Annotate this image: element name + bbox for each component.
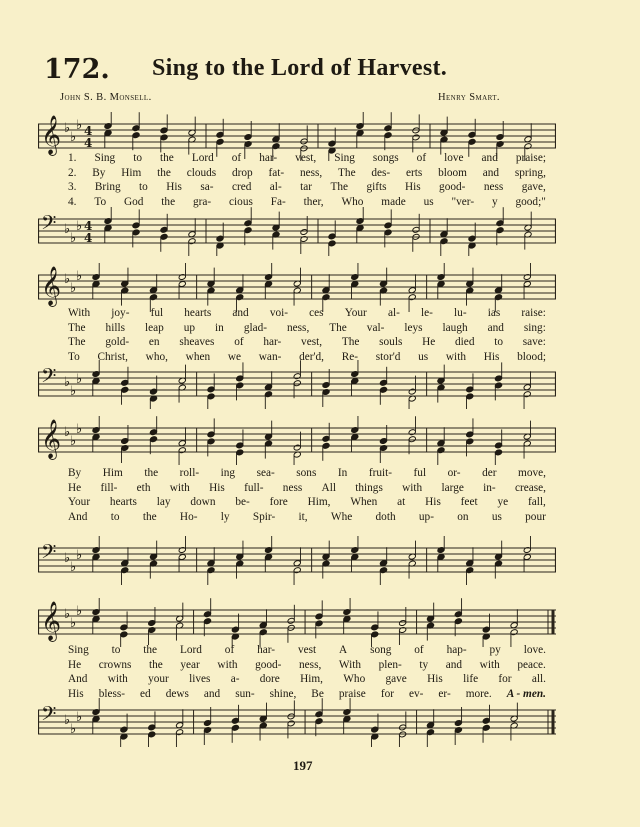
lyric-syllable: The [68,321,86,334]
lyric-syllable: fill- [100,481,118,494]
treble-clef-icon: 𝄞 [41,266,62,306]
lyric-syllable: ly [220,510,230,523]
lyric-syllable: val- [366,321,385,334]
system-3-treble-staff [38,416,556,466]
lyric-syllable: dews [165,687,189,700]
lyric-syllable: har- [257,644,276,656]
lyric-syllable: crease, [514,481,546,494]
lyric-syllable: song [370,644,392,656]
lyric-syllable: save: [522,336,546,348]
lyric-syllable: gold- [105,336,130,348]
lyric-syllable: er- [438,687,451,700]
lyric-syllable: the [144,467,159,479]
lyric-syllable: roll- [179,467,200,479]
lyric-syllable: And [68,673,88,685]
lyric-syllable: al- [387,307,400,319]
system-4-lyrics [68,643,546,701]
lyric-syllable: us [423,195,434,208]
lyric-line [68,306,546,321]
lyric-syllable: en [148,336,160,348]
lyric-syllable: vest, [295,152,317,164]
lyric-syllable: who, [145,350,168,363]
lyric-syllable: when [185,350,211,363]
lyric-syllable: joy- [111,307,130,319]
lyric-syllable: with [107,673,128,685]
lyric-syllable: y [491,195,498,208]
lyric-line [68,643,546,658]
system-3-bass-staff [38,536,556,586]
lyric-syllable: ias [487,307,501,319]
lyric-line [68,166,546,181]
lyric-syllable: for [498,673,512,685]
flat-icon: ♭ [76,604,83,619]
lyric-syllable: be- [235,496,250,508]
flat-icon: ♭ [64,551,71,566]
lyric-syllable: hap- [446,644,467,656]
lyric-syllable: dore [259,673,280,685]
lyric-syllable: His [404,181,421,193]
lyric-syllable: and [482,166,500,179]
lyric-syllable: And [68,510,88,523]
flat-icon: ♭ [76,372,83,387]
lyric-syllable: feet [460,496,478,508]
lyric-syllable: on [457,510,469,523]
lyric-syllable: Him [102,467,123,479]
lyric-syllable: He [68,481,82,494]
lyric-syllable: Sing [94,152,116,164]
lyric-syllable: it, [298,510,308,523]
lyric-syllable: His [427,673,443,685]
lyric-syllable: and [232,307,249,319]
lyric-syllable: laugh [442,321,468,334]
system-4-treble-staff [38,598,556,648]
lyric-syllable: When [350,496,378,508]
lyric-syllable: with [445,350,466,363]
lyric-syllable: Your [68,496,91,508]
lyric-syllable: gifts [366,181,387,193]
flat-icon: ♭ [64,272,71,287]
lyric-syllable: Whe [330,510,353,523]
flat-icon: ♭ [76,710,83,725]
lyric-line [68,335,546,350]
lyric-syllable: full- [244,481,264,494]
lyric-syllable: a- [230,673,240,685]
lyric-syllable: ful [413,467,427,479]
lyric-syllable: In [337,467,348,479]
lyric-syllable: der [482,467,497,479]
lyric-syllable: ther, [303,195,324,208]
lyric-syllable: in- [483,481,496,494]
lyric-syllable: fore [269,496,288,508]
lyric-syllable: stor'd [375,350,401,363]
lyric-line [68,321,546,336]
time-signature-top: 4 [84,219,93,233]
lyric-syllable: for [380,687,394,700]
author-credit: John S. B. Monsell. [60,92,152,103]
amen-text: A - men. [506,687,546,700]
lyric-syllable: Sing [68,644,89,656]
lyric-syllable: ful [150,307,164,319]
lyric-syllable: of [416,152,427,164]
lyric-syllable: voi- [269,307,289,319]
flat-icon: ♭ [70,560,77,575]
lyric-syllable: leap [144,321,164,334]
lyric-syllable: To [68,350,80,363]
lyric-syllable: ness, [299,166,323,179]
lyric-syllable: lives [189,673,211,685]
lyric-syllable: ness, [287,321,310,334]
lyric-syllable: erts [405,166,423,179]
lyric-syllable: 2. [68,166,77,179]
lyric-syllable: cred [231,181,252,193]
lyric-syllable: of [224,644,235,656]
lyric-syllable: shine, [269,687,297,700]
system-2-bass-staff [38,360,556,410]
lyric-syllable: sea- [256,467,275,479]
lyric-syllable: we [227,350,242,363]
lyric-syllable: in [215,321,224,334]
lyric-syllable: "ver- [451,195,475,208]
lyric-syllable: to [139,181,148,193]
treble-clef-icon: 𝄞 [41,115,62,155]
system-2-lyrics [68,306,546,364]
lyric-syllable: Your [344,307,367,319]
lyric-syllable: us [418,350,429,363]
lyric-syllable: der'd, [299,350,325,363]
lyric-syllable: ness, [299,658,322,671]
lyric-syllable: sons [296,467,317,479]
lyric-syllable: crowns [98,658,132,671]
flat-icon: ♭ [70,231,77,246]
lyric-syllable: Ho- [179,510,198,523]
lyric-syllable: eth [136,481,151,494]
flat-icon: ♭ [76,422,83,437]
lyric-syllable: pour [525,510,546,523]
bass-clef-icon: 𝄢 [41,364,57,392]
lyric-syllable: The [341,336,360,348]
lyric-syllable: ty [419,658,429,671]
lyric-syllable: raise: [521,307,546,319]
lyric-syllable: gave [385,673,407,685]
lyric-syllable: By [92,166,106,179]
lyric-syllable: to [111,644,121,656]
lyric-syllable: and [481,152,498,164]
lyric-syllable: peace. [517,658,546,671]
lyric-syllable: bless- [98,687,126,700]
lyric-syllable: ing [220,467,236,479]
lyric-syllable: of [414,644,424,656]
bass-clef-icon: 𝄢 [41,540,57,568]
lyric-syllable: love. [523,644,546,656]
lyric-syllable: Be [311,687,324,700]
lyric-syllable: Spir- [252,510,276,523]
lyric-syllable: lay [156,496,171,508]
lyric-syllable: to [494,336,503,348]
lyric-syllable: the [142,510,157,523]
lyric-syllable: things [355,481,383,494]
time-signature-top: 4 [84,124,93,138]
lyric-syllable: wan- [258,350,282,363]
lyric-syllable: of [234,336,244,348]
lyric-syllable: God [123,195,144,208]
lyric-syllable: all. [531,673,546,685]
flat-icon: ♭ [70,722,77,737]
lyric-syllable: The [338,166,356,179]
lyric-syllable: He [422,336,436,348]
lyric-syllable: glad- [243,321,268,334]
system-1-lyrics [68,151,546,209]
lyric-syllable: Christ, [97,350,128,363]
lyric-syllable: vest, [301,336,323,348]
lyric-syllable: Who [343,673,366,685]
system-4-bass-staff [38,698,556,748]
lyric-syllable: ness [282,481,303,494]
page-number: 197 [293,758,313,773]
lyric-syllable: The [330,181,349,193]
lyric-syllable: hearts [184,307,212,319]
flat-icon: ♭ [64,222,71,237]
flat-icon: ♭ [70,281,77,296]
lyric-line [68,481,546,496]
lyric-syllable: praise; [515,152,546,164]
bass-clef-icon: 𝄢 [41,702,57,730]
lyric-syllable: Re- [341,350,359,363]
lyric-syllable: fall, [527,496,546,508]
lyric-line [68,151,546,166]
lyric-syllable: your [148,673,169,685]
lyric-syllable: with [402,481,423,494]
flat-icon: ♭ [64,121,71,136]
lyric-syllable: the [148,658,163,671]
lyric-syllable: us [491,510,502,523]
time-signature-bottom: 4 [84,136,93,150]
lyric-syllable: Sing [334,152,355,164]
lyric-syllable: doth [375,510,396,523]
lyric-syllable: with [169,481,190,494]
lyric-syllable: His [68,687,84,700]
time-signature-bottom: 4 [84,231,93,245]
lyric-syllable: of [231,152,242,164]
lyric-syllable: souls [379,336,403,348]
lyric-line [68,510,546,525]
flat-icon: ♭ [76,219,83,234]
lyric-syllable: All [321,481,336,494]
lyric-syllable: drop [231,166,253,179]
lyric-syllable: with [479,658,500,671]
lyric-syllable: sheaves [179,336,215,348]
lyric-syllable: the [157,166,171,179]
lyric-syllable: gave, [521,181,546,193]
lyric-syllable: large [441,481,464,494]
lyric-syllable: clouds [186,166,217,179]
flat-icon: ♭ [64,425,71,440]
lyric-syllable: Lord [179,644,202,656]
lyric-syllable: Who [341,195,364,208]
lyric-syllable: ness [483,181,504,193]
lyric-syllable: ces [309,307,324,319]
hymn-number: 172. [44,54,110,85]
lyric-syllable: 1. [68,152,77,164]
lyric-syllable: and [445,658,463,671]
lyric-line [68,672,546,687]
lyric-syllable: His [166,181,182,193]
lyric-syllable: hills [105,321,126,334]
lyric-syllable: py [489,644,501,656]
lyric-syllable: to [110,510,120,523]
lyric-syllable: down [190,496,216,508]
lyric-syllable: cious [229,195,253,208]
lyric-syllable: Him, [300,673,323,685]
system-3-lyrics [68,466,546,524]
lyric-syllable: the [160,152,174,164]
treble-clef-icon: 𝄞 [41,419,62,459]
lyric-syllable: sing: [523,321,546,334]
lyric-syllable: plen- [378,658,402,671]
lyric-syllable: or- [447,467,461,479]
lyric-syllable: died [455,336,475,348]
lyric-syllable: al- [269,181,282,193]
lyric-syllable: fat- [268,166,285,179]
lyric-syllable: move, [518,467,546,479]
lyric-syllable: at [397,496,406,508]
flat-icon: ♭ [70,434,77,449]
lyric-syllable: The [329,321,347,334]
lyric-line [68,495,546,510]
lyric-syllable: He [68,658,82,671]
lyric-syllable: blood; [517,350,546,363]
lyric-syllable: gra- [192,195,212,208]
lyric-syllable: up- [418,510,434,523]
flat-icon: ♭ [70,130,77,145]
lyric-syllable: Lord [191,152,214,164]
lyric-syllable: 3. [68,181,77,193]
flat-icon: ♭ [64,713,71,728]
lyric-syllable: With [68,307,91,319]
lyric-syllable: 4. [68,195,77,208]
lyric-syllable: ye [497,496,509,508]
flat-icon: ♭ [64,375,71,390]
lyric-line [68,466,546,481]
lyric-syllable: spring, [514,166,546,179]
lyric-syllable: To [94,195,107,208]
lyric-syllable: le- [420,307,433,319]
lyric-syllable: Bring [94,181,121,193]
lyric-syllable: des- [371,166,391,179]
lyric-syllable: ev- [408,687,424,700]
lyric-syllable: har- [263,336,282,348]
lyric-syllable: fruit- [368,467,393,479]
treble-clef-icon: 𝄞 [41,601,62,641]
lyric-syllable: and [487,321,504,334]
lyric-syllable: lu- [454,307,467,319]
hymn-title: Sing to the Lord of Harvest. [152,55,448,81]
lyric-syllable: leys [404,321,423,334]
lyric-syllable: the [161,195,176,208]
lyric-syllable: good- [255,658,282,671]
lyric-line [68,180,546,195]
lyric-syllable: His [483,350,500,363]
flat-icon: ♭ [76,118,83,133]
flat-icon: ♭ [76,269,83,284]
lyric-syllable: praise [338,687,366,700]
lyric-syllable: love [444,152,464,164]
lyric-syllable: Fa- [270,195,286,208]
lyric-syllable: bloom [438,166,467,179]
lyric-syllable: tar [300,181,313,193]
lyric-syllable: with [217,658,238,671]
lyric-syllable: good- [439,181,466,193]
lyric-syllable: With [338,658,362,671]
lyric-syllable: life [463,673,479,685]
lyric-syllable: vest [297,644,317,656]
lyric-syllable: made [381,195,406,208]
lyric-syllable: good;" [515,195,546,208]
lyric-syllable: hearts [109,496,137,508]
lyric-syllable: sun- [235,687,255,700]
lyric-syllable: and [203,687,221,700]
lyric-line [68,658,546,673]
lyric-syllable: the [143,644,158,656]
composer-credit: Henry Smart. [438,92,500,103]
lyric-syllable: up [183,321,196,334]
system-1-bass-staff [38,207,556,257]
lyric-syllable: ed [140,687,151,700]
lyric-syllable: year [180,658,200,671]
lyric-syllable: more. [465,687,492,700]
lyric-syllable: har- [259,152,278,164]
flat-icon: ♭ [76,548,83,563]
lyric-syllable: Him [121,166,142,179]
flat-icon: ♭ [64,607,71,622]
lyric-syllable: His [209,481,225,494]
flat-icon: ♭ [70,616,77,631]
lyric-syllable: to [133,152,142,164]
bass-clef-icon: 𝄢 [41,211,57,239]
lyric-syllable: By [68,467,82,479]
lyric-syllable: His [425,496,441,508]
lyric-syllable: A [339,644,348,656]
lyric-syllable: The [68,336,86,348]
lyric-syllable: songs [372,152,399,164]
lyric-syllable: sa- [200,181,214,193]
flat-icon: ♭ [70,384,77,399]
lyric-syllable: Him, [307,496,331,508]
